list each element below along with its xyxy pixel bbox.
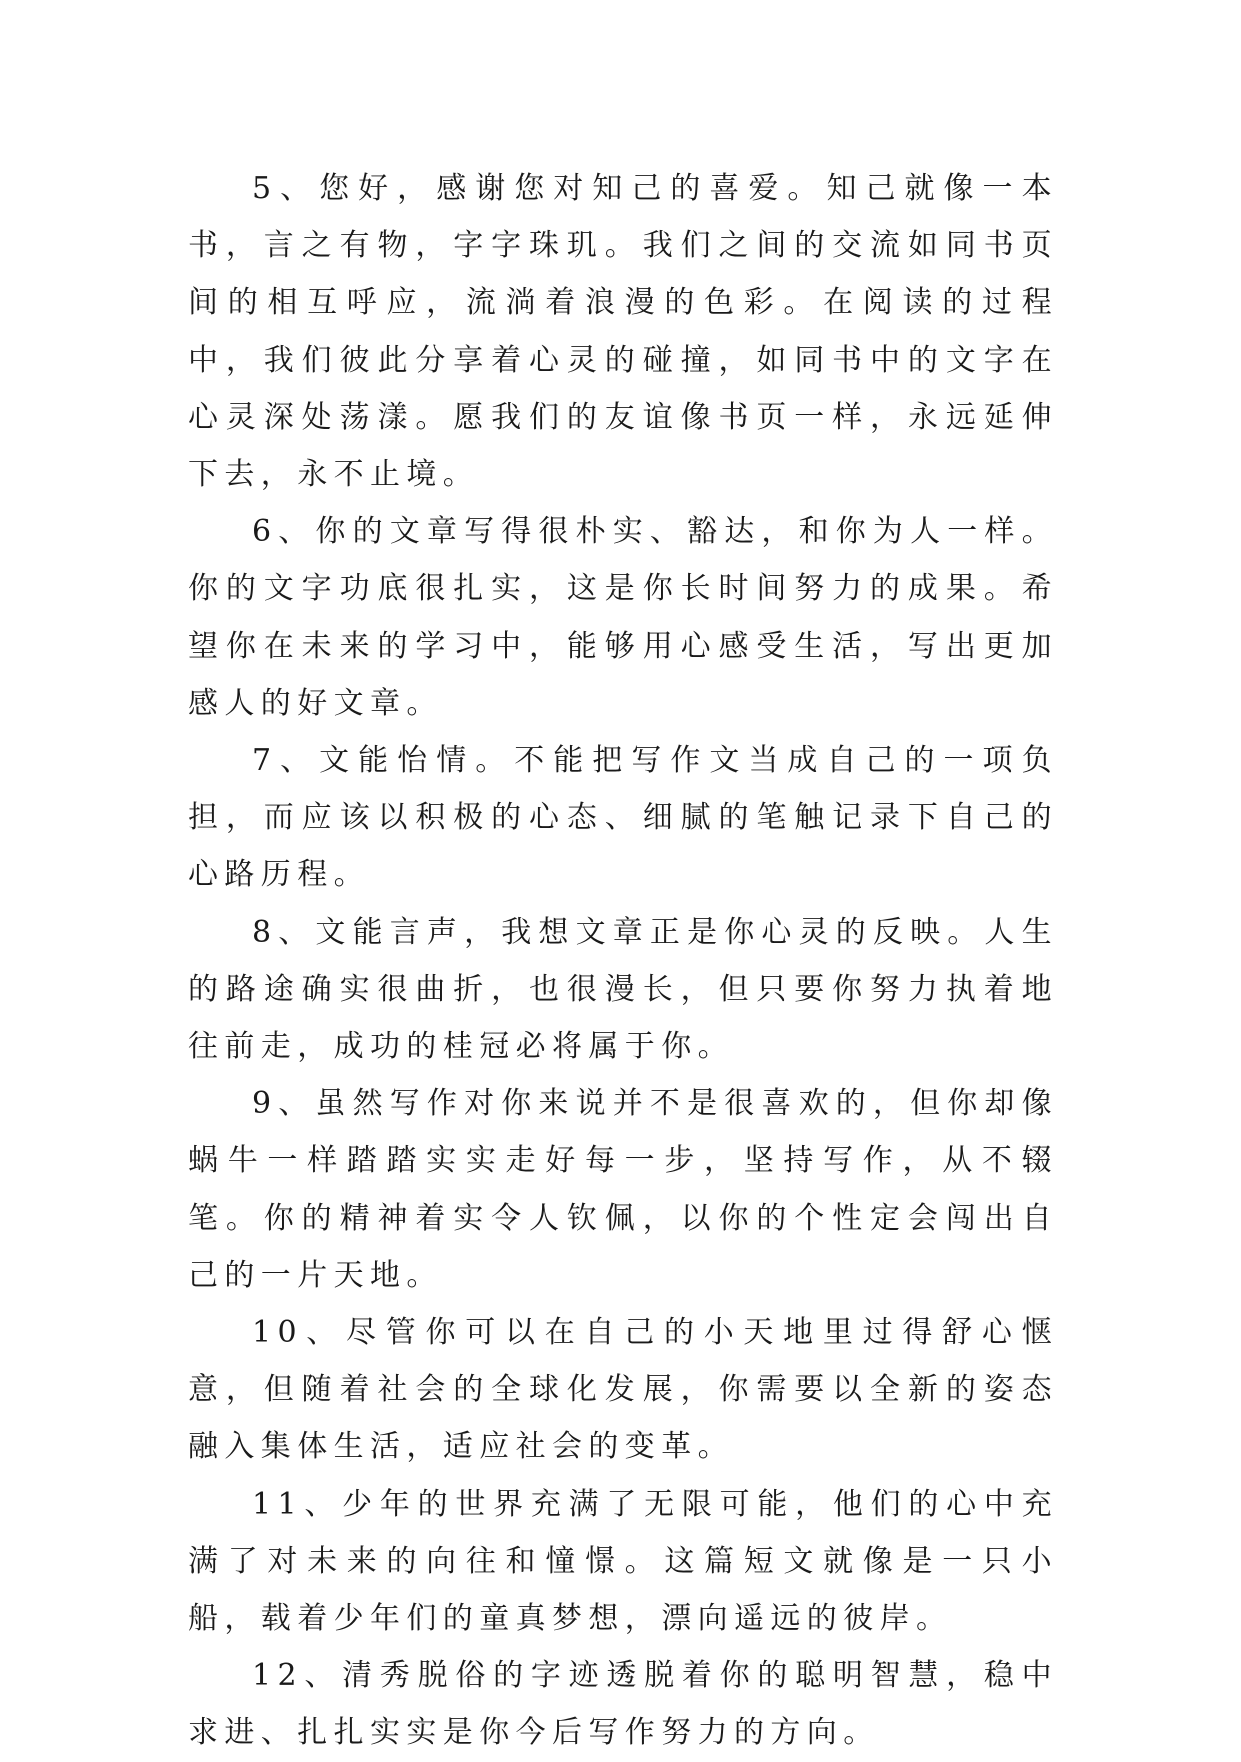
document-body: [188, 160, 1058, 1762]
paragraph-9: 9、虽然写作对你来说并不是很喜欢的，但你却像蜗牛一样踏踏实实走好每一步，坚持写作，从不辍笔。你的精神着实令人钦佩，以你的个性定会闯出自己的一片天地。: [188, 1086, 1058, 1293]
paragraph-7: 7、文能怡情。不能把写作文当成自己的一项负担，而应该以积极的心态、细腻的笔触记录下自己的心路历程。: [188, 743, 1058, 893]
paragraph-10: 10、尽管你可以在自己的小天地里过得舒心惬意，但随着社会的全球化发展，你需要以全新的姿态融入集体生活，适应社会的变革。: [188, 1315, 1058, 1465]
paragraph-12: 12、清秀脱俗的字迹透脱着你的聪明智慧，稳中求进、扎扎实实是你今后写作努力的方向。: [188, 1658, 1058, 1751]
paragraph-8: 8、文能言声，我想文章正是你心灵的反映。人生的路途确实很曲折，也很漫长，但只要你努力执着地往前走，成功的桂冠必将属于你。: [188, 914, 1058, 1065]
paragraph-11: 11、少年的世界充满了无限可能，他们的心中充满了对未来的向往和憧憬。这篇短文就像是一只小船，载着少年们的童真梦想，漂向遥远的彼岸。: [188, 1486, 1058, 1637]
paragraph-5: 5、您好，感谢您对知己的喜爱。知己就像一本书，言之有物，字字珠玑。我们之间的交流如同书页间的相互呼应，流淌着浪漫的色彩。在阅读的过程中，我们彼此分享着心灵的碰撞，如同书中的文字在心灵深处荡漾。愿我们的友谊像书页一样，永远延伸下去，永不止境。: [188, 171, 1058, 493]
paragraph-6: 6、你的文章写得很朴实、豁达，和你为人一样。你的文字功底很扎实，这是你长时间努力的成果。希望你在未来的学习中，能够用心感受生活，写出更加感人的好文章。: [188, 514, 1058, 721]
